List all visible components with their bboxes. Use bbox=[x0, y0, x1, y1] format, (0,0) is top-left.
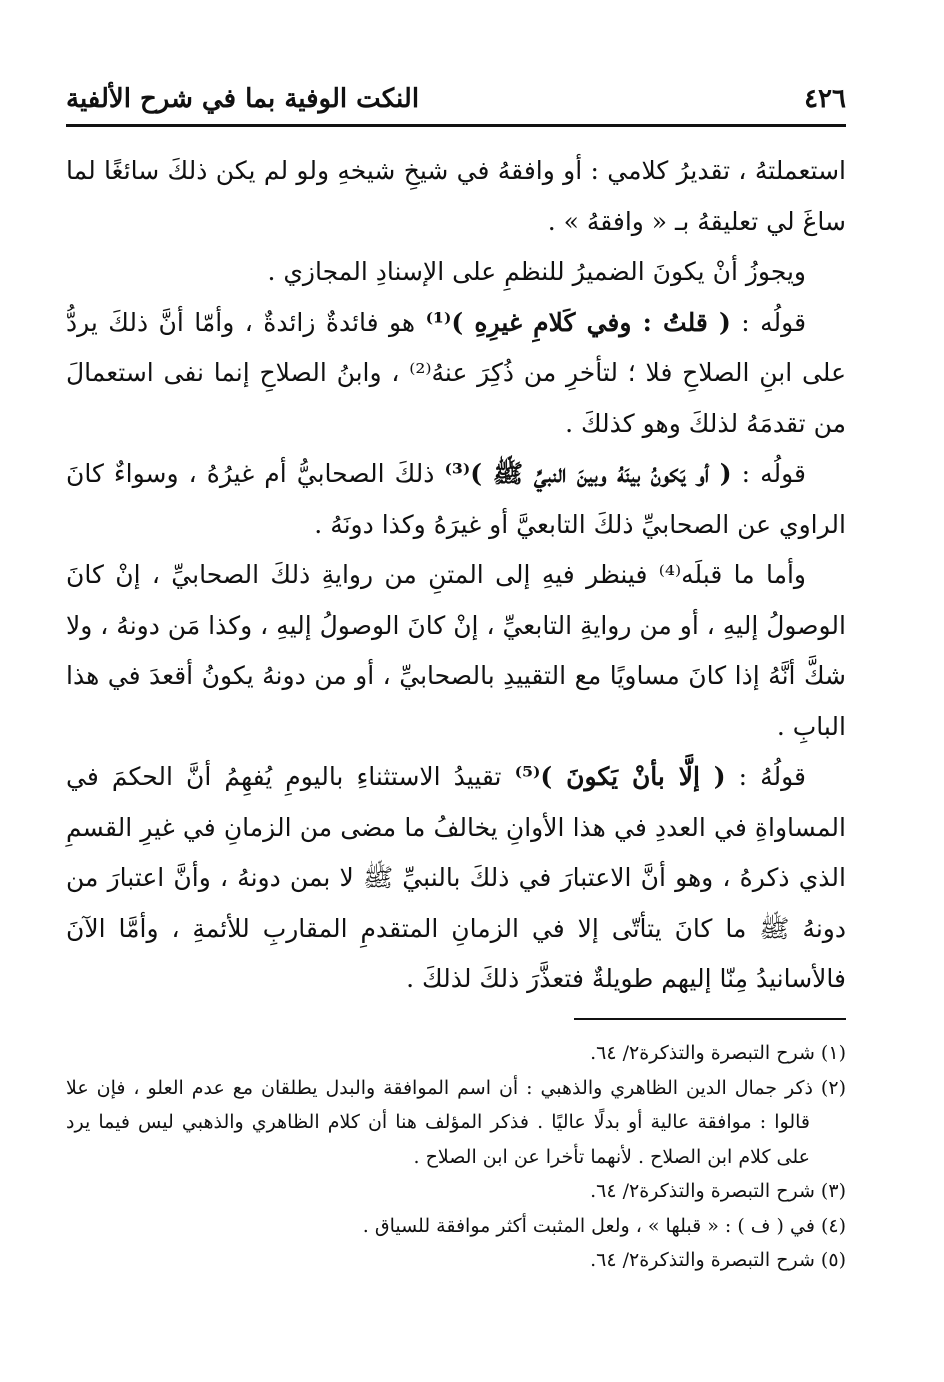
paragraph-4 bbox=[66, 449, 846, 550]
commentary-lead: قولُهُ : bbox=[738, 762, 806, 791]
quoted-verse: ( قلتُ : وفي كَلامِ غيرِهِ )⁽¹⁾ bbox=[425, 307, 731, 337]
commentary-lead: قولُه : bbox=[741, 459, 806, 488]
commentary-text: ذلكَ الصحابيُّ أم غيرُهُ ، وسواءٌ كانَ الراوي عن الصحابيِّ ذلكَ التابعيَّ أو غيرَهُ وكذا دونَهُ . bbox=[66, 459, 846, 539]
footnotes bbox=[66, 1036, 846, 1278]
quoted-verse: ( إلَّا بأنْ يَكونَ )⁽⁵⁾ bbox=[514, 762, 726, 791]
footnote-5: (٥) شرح التبصرة والتذكرة٢/ ٦٤. bbox=[590, 1249, 846, 1271]
paragraph-5: وأما ما قبلَه⁽⁴⁾ فينظر فيهِ إلى المتنِ من روايةِ ذلكَ الصحابيِّ ، إنْ كانَ الوصولُ إليهِ ، أو من روايةِ التابعيِّ ، إنْ كانَ الوصولُ إليهِ ، وكذا مَن دونهُ ، ولا شكَّ أنَّهُ إذا كانَ مساويًا مع التقييدِ بالصحابيِّ ، أو من دونهُ يكونُ أقعدَ في هذا البابِ . bbox=[66, 560, 846, 741]
footnote-2: (٢) ذكر جمال الدين الظاهري والذهبي : أن اسم الموافقة والبدل يطلقان مع عدم العلو ، فإن علا قالوا : موافقة عالية أو بدلًا عاليًا . فذكر المؤلف هنا أن كلام الظاهري والذهبي ليس فيما يرد على كلام ابن الصلاح . لأنهما تأخرا عن ابن الصلاح . bbox=[66, 1076, 846, 1168]
footnote-rule bbox=[574, 1018, 846, 1020]
paragraph-1: استعملتهُ ، تقديرُ كلامي : أو وافقهُ في شيخِ شيخهِ ولو لم يكن ذلكَ سائغًا لما ساغَ لي تعليقهُ بـ « وافقهُ » . bbox=[66, 156, 846, 236]
paragraph-6 bbox=[66, 752, 846, 1005]
footnote-4: (٤) في ( ف ) : « قبلها » ، ولعل المثبت أكثر موافقة للسياق . bbox=[362, 1214, 846, 1237]
header-rule bbox=[66, 124, 846, 127]
paragraph-2: ويجوزُ أنْ يكونَ الضميرُ للنظمِ على الإسنادِ المجازي . bbox=[267, 257, 806, 286]
main-text bbox=[66, 146, 846, 1005]
footnote-1: (١) شرح التبصرة والتذكرة٢/ ٦٤. bbox=[590, 1042, 846, 1064]
quoted-verse: ( أو يَكونُ بينَهُ وبينَ النبيِّ ﷺ )⁽³⁾ bbox=[444, 459, 732, 488]
commentary-text: هو فائدةٌ زائدةٌ ، وأمّا أنَّ ذلكَ يردُّ على ابنِ الصلاحِ فلا ؛ لتأخرِ من ذُكِرَ عنهُ⁽²⁾ ، وابنُ الصلاحِ إنما نفى استعمالَ من تقدمَهُ لذلكَ وهو كذلكَ . bbox=[66, 307, 847, 438]
paragraph-3 bbox=[66, 298, 846, 450]
commentary-text: تقييدُ الاستثناءِ باليومِ يُفهِمُ أنَّ الحكمَ في المساواةِ في العددِ في هذا الأوانِ يخالفُ ما مضى من الزمانِ في غيرِ القسمِ الذي ذكرهُ ، وهو أنَّ الاعتبارَ في ذلكَ بالنبيِّ ﷺ لا بمن دونهُ ، وأنَّ اعتبارَ من دونهُ ﷺ ما كانَ يتأتّى إلا في الزمانِ المتقدمِ المقاربِ للأئمةِ ، وأمَّا الآنَ فالأسانيدُ مِنّا إليهم طويلةٌ فتعذَّرَ ذلكَ لذلكَ . bbox=[66, 762, 846, 993]
commentary-lead: قولُه : bbox=[741, 307, 807, 337]
book-title: النكت الوفية بما في شرح الألفية bbox=[66, 84, 420, 114]
running-header bbox=[66, 62, 846, 124]
page-number: ٤٢٦ bbox=[804, 84, 846, 114]
footnote-3: (٣) شرح التبصرة والتذكرة٢/ ٦٤. bbox=[590, 1180, 846, 1202]
